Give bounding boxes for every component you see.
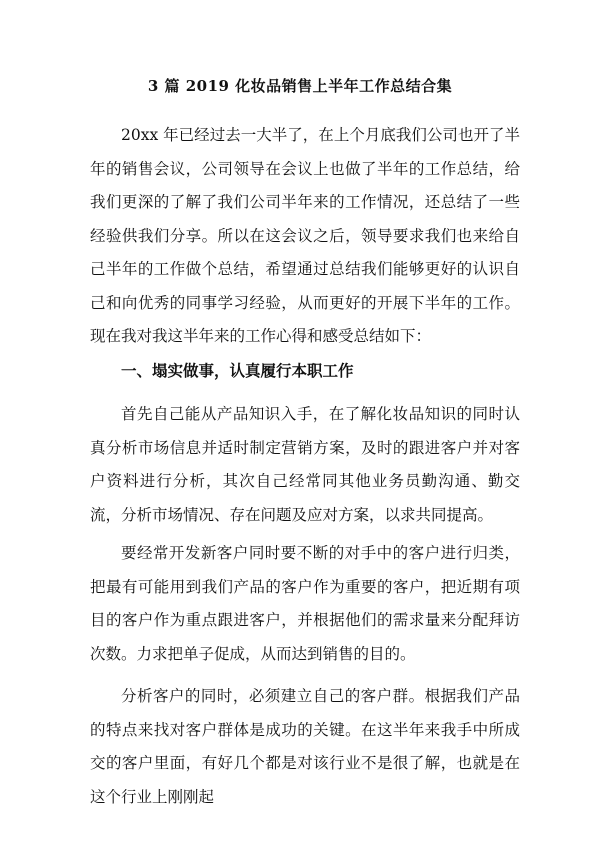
body-paragraph: 分析客户的同时，必须建立自己的客户群。根据我们产品的特点来找对客户群体是成功的关键。在这半年来我手中所成交的客户里面，有好几个都是对该行业不是很了解，也就是在这个行业上刚刚起 bbox=[90, 687, 520, 806]
document-title: 3 篇 2019 化妆品销售上半年工作总结合集 bbox=[147, 77, 453, 95]
body-paragraph: 要经常开发新客户同时要不断的对手中的客户进行归类，把最有可能用到我们产品的客户作为重要的客户，把近期有项目的客户作为重点跟进客户，并根据他们的需求量来分配拜访次数。力求把单子促成，从而达到销售的目的。 bbox=[90, 544, 520, 663]
body-paragraph: 首先自己能从产品知识入手，在了解化妆品知识的同时认真分析市场信息并适时制定营销方案，及时的跟进客户并对客户资料进行分析，其次自己经常同其他业务员勤沟通、勤交流，分析市场情况、存在问题及应对方案，以求共同提高。 bbox=[90, 405, 520, 524]
section-heading: 一、塌实做事，认真履行本职工作 bbox=[121, 361, 354, 380]
intro-paragraph: 20xx 年已经过去一大半了，在上个月底我们公司也开了半年的销售会议，公司领导在会议上也做了半年的工作总结，给我们更深的了解了我们公司半年来的工作情况，还总结了一些经验供我们分享。所以在这会议之后，领导要求我们也来给自己半年的工作做个总结，希望通过总结我们能够更好的认识自己和向优秀的同事学习经验，从而更好的开展下半年的工作。现在我对我这半年来的工作心得和感受总结如下： bbox=[90, 126, 520, 345]
